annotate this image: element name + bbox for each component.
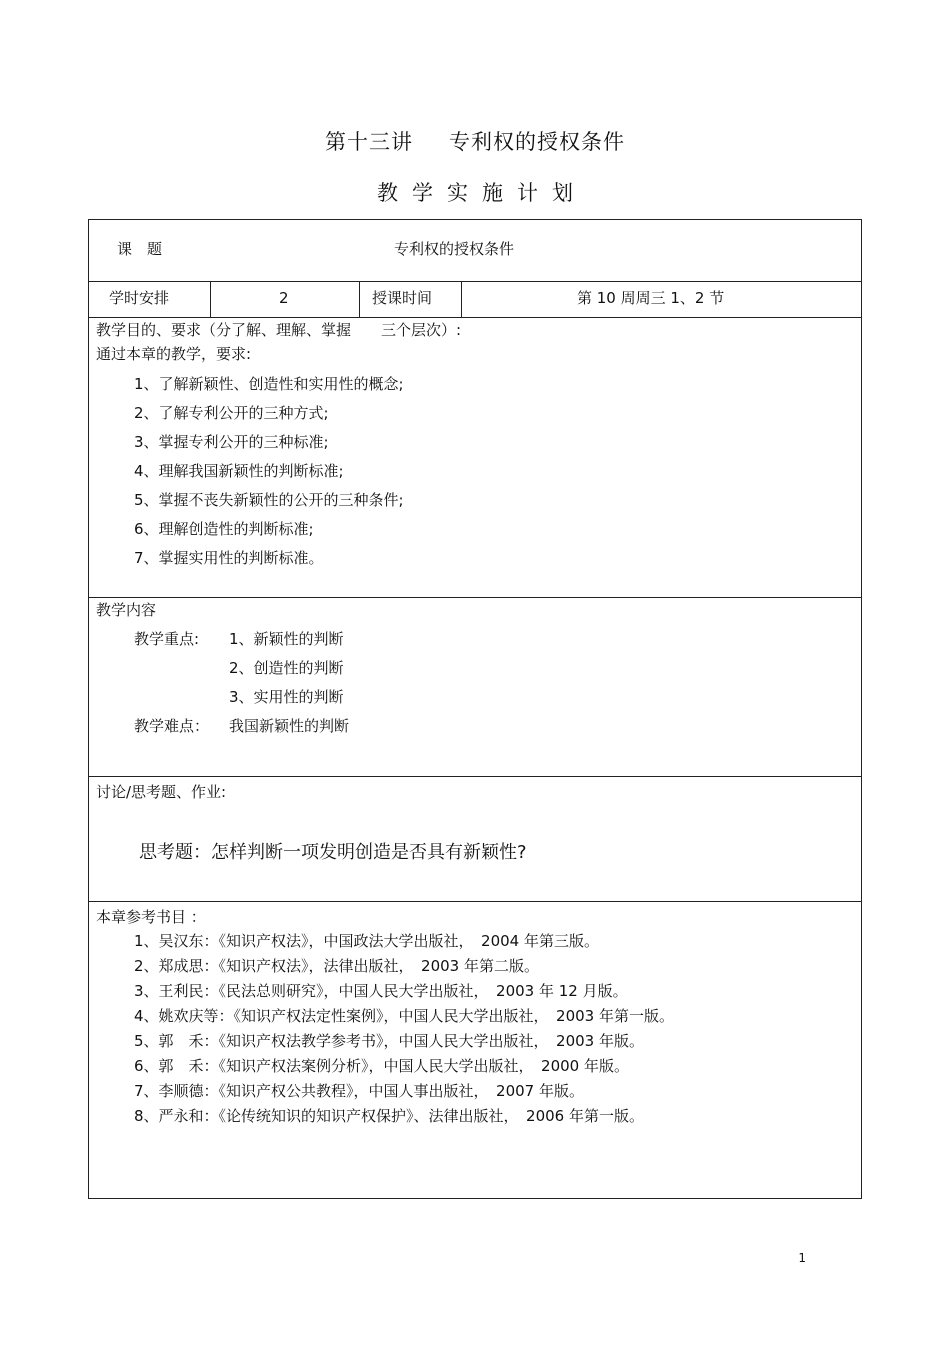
reference-item: 5、郭 禾：《知识产权法教学参考书》，中国人民大学出版社， 2003 年版。 [134,1032,644,1050]
objective-item: 5、掌握不丧失新颖性的公开的三种条件; [134,491,404,509]
objective-item: 6、理解创造性的判断标准; [134,520,314,538]
reference-item: 7、李顺德：《知识产权公共教程》，中国人事出版社， 2007 年版。 [134,1082,584,1100]
key-points-label: 教学重点: [134,630,200,648]
time-value: 第 10 周周三 1、2 节 [577,289,725,307]
document-subtitle: 教学实施计划 [377,181,587,205]
lecture-number: 第十三讲 [325,130,413,154]
reference-item: 2、郑成思：《知识产权法》，法律出版社， 2003 年第二版。 [134,957,539,975]
reference-item: 6、郭 禾：《知识产权法案例分析》，中国人民大学出版社， 2000 年版。 [134,1057,629,1075]
objective-item: 3、掌握专利公开的三种标准; [134,433,329,451]
subject-label: 课 题 [117,240,163,258]
difficult-points-label: 教学难点： [134,717,210,735]
reference-item: 8、严永和：《论传统知识的知识产权保护》、法律出版社， 2006 年第一版。 [134,1107,644,1125]
difficult-point: 我国新颖性的判断 [229,717,350,735]
subject-value: 专利权的授权条件 [394,240,515,258]
reference-item: 4、姚欢庆等：《知识产权法定性案例》，中国人民大学出版社， 2003 年第一版。 [134,1007,674,1025]
row-divider [89,597,861,598]
key-point: 1、新颖性的判断 [229,630,344,648]
objectives-heading: 教学目的、要求（分了解、理解、掌握 三个层次）: [96,321,462,339]
reference-item: 1、吴汉东：《知识产权法》，中国政法大学出版社， 2004 年第三版。 [134,932,599,950]
plan-table [88,219,862,1199]
reference-item: 3、王利民：《民法总则研究》，中国人民大学出版社， 2003 年 12 月版。 [134,982,628,1000]
row-divider [89,317,861,318]
lecture-topic: 专利权的授权条件 [449,130,625,154]
objective-item: 1、了解新颖性、创造性和实用性的概念; [134,375,404,393]
objective-item: 2、了解专利公开的三种方式; [134,404,329,422]
discussion-question: 思考题：怎样判断一项发明创造是否具有新颖性? [139,842,527,863]
row-divider [89,776,861,777]
document-title [0,126,950,156]
discussion-heading: 讨论/思考题、作业: [96,783,227,801]
objectives-intro: 通过本章的教学，要求: [96,345,252,363]
row-divider [89,901,861,902]
objective-item: 4、理解我国新颖性的判断标准; [134,462,344,480]
cell-divider [461,281,462,317]
key-point: 3、实用性的判断 [229,688,344,706]
cell-divider [210,281,211,317]
row-divider [89,281,861,282]
page-number: 1 [798,1251,806,1265]
hours-value: 2 [279,289,289,307]
cell-divider [359,281,360,317]
content-heading: 教学内容 [96,601,157,619]
key-point: 2、创造性的判断 [229,659,344,677]
objective-item: 7、掌握实用性的判断标准。 [134,549,324,567]
references-heading: 本章参考书目 ： [96,908,206,926]
hours-label: 学时安排 [109,289,170,307]
time-label: 授课时间 [372,289,433,307]
